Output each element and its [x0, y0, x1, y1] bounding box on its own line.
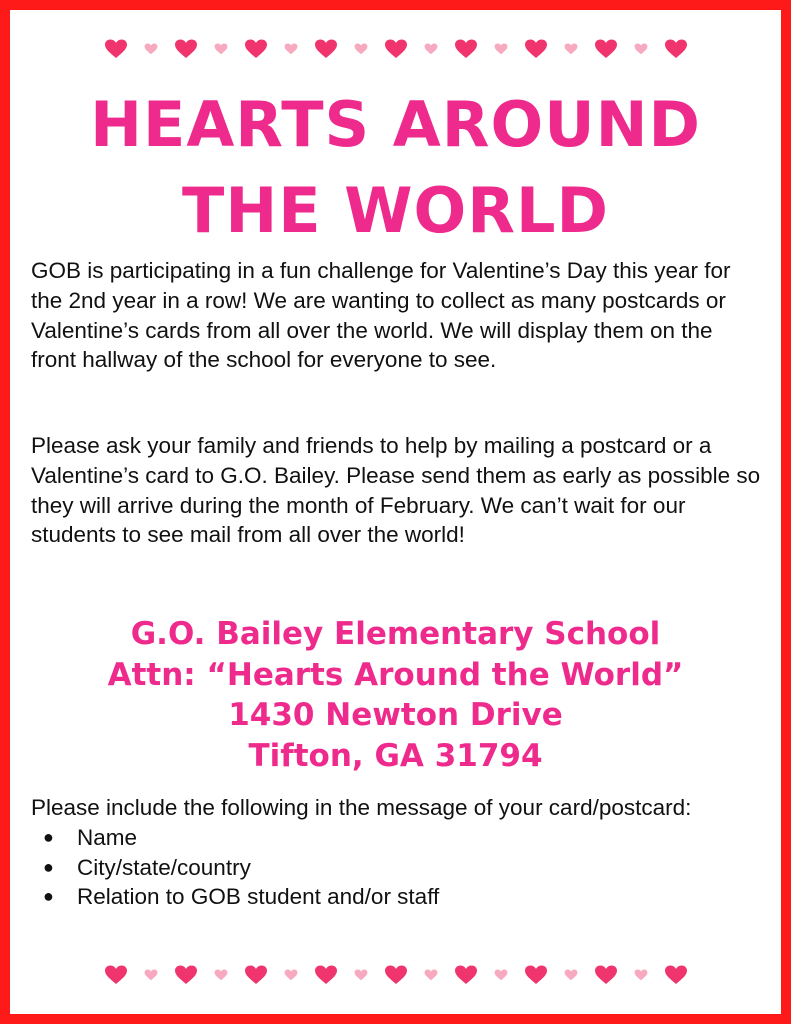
include-intro: Please include the following in the message of your card/postcard:	[31, 795, 692, 820]
list-item	[31, 853, 761, 883]
list-item	[31, 882, 761, 912]
list-item	[31, 823, 761, 853]
include-list	[31, 823, 761, 912]
heart-icon	[174, 965, 198, 985]
heart-icon	[384, 965, 408, 985]
small-heart-icon	[494, 969, 508, 981]
small-heart-icon	[634, 43, 648, 55]
heart-icon	[594, 39, 618, 59]
heart-icon	[664, 39, 688, 59]
heart-icon	[174, 39, 198, 59]
bullet-icon: ●	[43, 856, 54, 877]
bullet-icon: ●	[43, 826, 54, 847]
small-heart-icon	[424, 969, 438, 981]
address-line-4: Tifton, GA 31794	[248, 737, 543, 774]
list-item-text: City/state/country	[77, 854, 251, 880]
list-item-text: Relation to GOB student and/or staff	[77, 884, 440, 910]
intro-paragraph: GOB is participating in a fun challenge for Valentine’s Day this year for the 2nd year in a row! We are wanting to collect as many postcards or Valentine’s cards from all over the world. We will display them on the front hallway of the school for everyone to see.	[31, 258, 731, 373]
title-line-2: THE WORLD	[182, 174, 609, 247]
address-line-3: 1430 Newton Drive	[228, 697, 563, 733]
address-line-2: Attn: “Hearts Around the World”	[107, 656, 684, 693]
small-heart-icon	[144, 43, 158, 55]
small-heart-icon	[284, 43, 298, 55]
heart-icon	[104, 965, 128, 985]
heart-icon	[104, 39, 128, 59]
small-heart-icon	[284, 969, 298, 981]
heart-icon	[524, 965, 548, 985]
address-line-1: G.O. Bailey Elementary School	[130, 616, 661, 652]
small-heart-icon	[354, 43, 368, 55]
mailing-address	[10, 614, 781, 776]
small-heart-icon	[214, 969, 228, 981]
small-heart-icon	[564, 43, 578, 55]
heart-icon	[454, 965, 478, 985]
request-paragraph: Please ask your family and friends to help by mailing a postcard or a Valentine’s card to G.O. Bailey. Please send them as early as possible so they will arrive during the month of February. We can’t wait for our students to see mail from all over the world!	[31, 433, 761, 548]
heart-icon	[384, 39, 408, 59]
bottom-hearts-border	[10, 963, 781, 987]
list-item-text: Name	[77, 824, 138, 850]
top-hearts-border	[10, 37, 781, 61]
small-heart-icon	[144, 969, 158, 981]
heart-icon	[454, 39, 478, 59]
title-line-1: HEARTS AROUND	[90, 88, 701, 161]
page-title	[10, 82, 781, 254]
small-heart-icon	[424, 43, 438, 55]
heart-icon	[594, 965, 618, 985]
small-heart-icon	[214, 43, 228, 55]
small-heart-icon	[634, 969, 648, 981]
heart-icon	[664, 965, 688, 985]
include-section	[31, 793, 761, 912]
heart-icon	[314, 39, 338, 59]
small-heart-icon	[354, 969, 368, 981]
heart-icon	[244, 39, 268, 59]
heart-icon	[524, 39, 548, 59]
small-heart-icon	[494, 43, 508, 55]
heart-icon	[244, 965, 268, 985]
small-heart-icon	[564, 969, 578, 981]
heart-icon	[314, 965, 338, 985]
bullet-icon: ●	[43, 886, 54, 907]
